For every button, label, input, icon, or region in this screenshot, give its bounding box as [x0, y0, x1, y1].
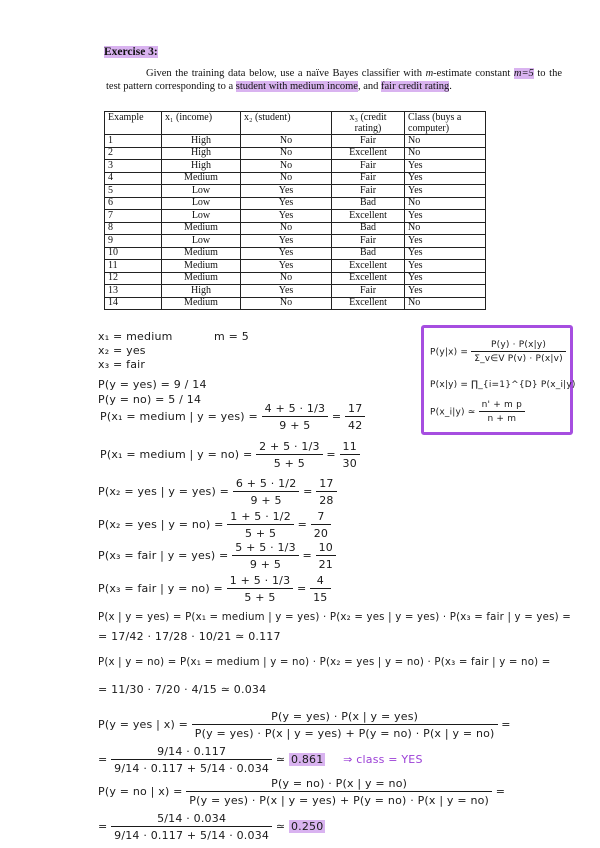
table-row	[105, 147, 486, 160]
eq-x3-no-den: 5 + 5	[244, 591, 276, 604]
eq-post-yes-num: P(y = yes) · P(x | y = yes)	[192, 710, 498, 725]
note-py-no: P(y = no) = 5 / 14	[98, 393, 202, 406]
eq-x3-no-num: 1 + 5 · 1/3	[227, 574, 294, 589]
table-row	[105, 197, 486, 210]
eq-x2-yes-lhs: P(x₂ = yes | y = yes) =	[98, 485, 230, 498]
table-cell: No	[241, 147, 332, 160]
eq-x3-no-den2: 15	[313, 591, 328, 604]
eq-x3-no-lhs: P(x₃ = fair | y = no) =	[98, 582, 223, 595]
eq-post-yes	[98, 710, 511, 740]
eq-x2-yes-frac2	[316, 477, 336, 507]
table-cell: Yes	[405, 260, 486, 273]
table-cell: No	[405, 135, 486, 148]
eq-post-yes-num2: 9/14 · 0.117	[111, 745, 272, 760]
eq-x1-no-frac	[256, 440, 323, 470]
intro-text-4: , and	[357, 80, 382, 92]
formula-m-estimate-frac	[479, 400, 525, 424]
eq-post-yes-pre: =	[98, 753, 108, 766]
table-cell: Yes	[405, 172, 486, 185]
formula-product: P(x|y) = ∏_{i=1}^{D} P(x_i|y)	[430, 380, 576, 390]
eq-pxy-no-line2: = 11/30 · 7/20 · 4/15 ≃ 0.034	[98, 683, 267, 696]
eq-x2-no-den: 5 + 5	[244, 527, 277, 540]
table-cell: Yes	[241, 235, 332, 248]
eq-post-no-approx: ≃	[275, 820, 286, 833]
eq-x3-yes-num2: 10	[316, 541, 336, 556]
posterior-yes-result: 0.861	[290, 753, 324, 766]
table-cell: Bad	[332, 247, 405, 260]
table-cell: Excellent	[332, 272, 405, 285]
eq-post-no-num2: 5/14 · 0.034	[111, 812, 272, 827]
table-cell: Medium	[162, 222, 241, 235]
eq-post-no-equals: =	[495, 785, 506, 798]
eq-post-yes-lhs: P(y = yes | x) =	[98, 718, 189, 731]
header-income: x₁ (income)	[162, 112, 241, 135]
table-cell: 3	[105, 160, 162, 173]
table-cell: 1	[105, 135, 162, 148]
exercise-title-text: Exercise 3:	[104, 46, 158, 58]
eq-x2-no: P(x₂ = yes | y = no) = $\frac{1 + 5 \cdot 1/2}{5 + 5}$ = $\frac{7}{20}$	[98, 510, 331, 540]
table-cell: No	[405, 147, 486, 160]
eq-x2-no-lhs: P(x₂ = yes | y = no) =	[98, 518, 224, 531]
table-cell: Medium	[162, 172, 241, 185]
intro-m-value: m=5	[513, 68, 534, 79]
eq-x3-no-frac2	[310, 574, 330, 604]
eq-x1-yes-den: 9 + 5	[279, 419, 311, 432]
note-x1: x₁ = medium	[98, 330, 173, 343]
header-student: x₂ (student)	[241, 112, 332, 135]
training-data-table	[104, 111, 486, 310]
table-cell: 7	[105, 210, 162, 223]
table-cell: Fair	[332, 185, 405, 198]
table-header-row	[105, 112, 486, 135]
eq-x2-no-num: 1 + 5 · 1/2	[227, 510, 294, 525]
table-cell: High	[162, 285, 241, 298]
table-cell: 13	[105, 285, 162, 298]
eq-x2-yes-den: 9 + 5	[250, 494, 282, 507]
eq-post-no-frac2	[111, 812, 272, 842]
table-cell: Yes	[241, 285, 332, 298]
eq-x1-yes: P(x₁ = medium | y = yes) = $\frac{4 + 5 \cdot 1/3}{9 + 5}$ = $\frac{17}{42}$	[100, 402, 365, 432]
eq-x1-yes-num2: 17	[345, 402, 365, 417]
formula-bayes-lhs: P(y|x) =	[430, 347, 469, 358]
eq-post-yes-num-value	[98, 745, 423, 775]
table-cell: Yes	[241, 247, 332, 260]
eq-pxy-yes-line2: = 17/42 · 17/28 · 10/21 ≃ 0.117	[98, 630, 281, 643]
eq-x1-yes-lhs: P(x₁ = medium | y = yes) =	[100, 410, 258, 423]
table-cell: 6	[105, 197, 162, 210]
formula-m-estimate	[430, 400, 525, 424]
table-cell: No	[241, 222, 332, 235]
eq-x3-yes: P(x₃ = fair | y = yes) = $\frac{5 + 5 \cdot 1/3}{9 + 5}$ = $\frac{10}{21}$	[98, 541, 336, 571]
table-cell: 14	[105, 297, 162, 310]
table-cell: No	[241, 297, 332, 310]
table-row	[105, 135, 486, 148]
eq-post-no	[98, 777, 505, 807]
eq-x3-no: P(x₃ = fair | y = no) = $\frac{1 + 5 \cdot 1/3}{5 + 5}$ = $\frac{4}{15}$	[98, 574, 331, 604]
eq-post-no-den2: 9/14 · 0.117 + 5/14 · 0.034	[114, 829, 270, 842]
eq-x3-no-num2: 4	[310, 574, 330, 589]
formula-bayes-num: P(y) · P(x|y)	[471, 340, 566, 352]
intro-highlight-1: student with medium income	[235, 80, 358, 92]
table-cell: Yes	[405, 247, 486, 260]
eq-x1-no: P(x₁ = medium | y = no) = $\frac{2 + 5 \cdot 1/3}{5 + 5}$ = $\frac{11}{30}$	[100, 440, 360, 470]
eq-x1-yes-num: 4 + 5 · 1/3	[262, 402, 329, 417]
table-cell: Low	[162, 235, 241, 248]
eq-x2-no-frac2	[311, 510, 331, 540]
table-cell: No	[241, 272, 332, 285]
eq-x2-no-frac	[227, 510, 294, 540]
note-x2: x₂ = yes	[98, 344, 146, 357]
table-cell: 2	[105, 147, 162, 160]
eq-x2-no-num2: 7	[311, 510, 331, 525]
table-cell: Fair	[332, 135, 405, 148]
eq-x1-no-lhs: P(x₁ = medium | y = no) =	[100, 448, 253, 461]
eq-x2-yes-den2: 28	[319, 494, 334, 507]
table-cell: 11	[105, 260, 162, 273]
table-cell: Yes	[405, 285, 486, 298]
eq-post-yes-frac	[192, 710, 498, 740]
class-result: ⇒ class = YES	[343, 753, 423, 766]
table-cell: Yes	[241, 197, 332, 210]
eq-x3-yes-den: 9 + 5	[249, 558, 282, 571]
table-body	[105, 135, 486, 310]
eq-pxy-no-line1: P(x | y = no) = P(x₁ = medium | y = no) · P(x₂ = yes | y = no) · P(x₃ = fair | y = no) =	[98, 657, 551, 668]
table-cell: Fair	[332, 285, 405, 298]
table-row	[105, 222, 486, 235]
intro-m: m	[425, 68, 434, 79]
formula-m-estimate-lhs: P(x_i|y) ≃	[430, 407, 476, 418]
header-example: Example	[105, 112, 162, 135]
table-cell: Yes	[405, 272, 486, 285]
table-cell: 12	[105, 272, 162, 285]
table-row	[105, 297, 486, 310]
table-row	[105, 210, 486, 223]
eq-post-no-lhs: P(y = no | x) =	[98, 785, 183, 798]
intro-text-1: Given the training data below, use a naïve Bayes classifier with	[146, 68, 426, 79]
table-row	[105, 272, 486, 285]
intro-highlight-2: fair credit rating	[381, 80, 450, 92]
table-cell: 9	[105, 235, 162, 248]
table-cell: Yes	[405, 185, 486, 198]
table-cell: Yes	[405, 235, 486, 248]
table-cell: Yes	[405, 210, 486, 223]
table-cell: Excellent	[332, 147, 405, 160]
table-row	[105, 172, 486, 185]
table-cell: Fair	[332, 172, 405, 185]
table-cell: High	[162, 135, 241, 148]
table-cell: Medium	[162, 247, 241, 260]
eq-x1-no-frac2	[340, 440, 360, 470]
table-cell: High	[162, 147, 241, 160]
table-cell: Fair	[332, 235, 405, 248]
eq-post-no-num-value	[98, 812, 325, 842]
table-cell: Low	[162, 197, 241, 210]
table-cell: Bad	[332, 222, 405, 235]
formula-bayes-frac	[471, 340, 566, 364]
eq-x1-no-num2: 11	[340, 440, 360, 455]
table-cell: Yes	[241, 185, 332, 198]
exercise-intro	[106, 68, 562, 93]
table-cell: No	[241, 160, 332, 173]
table-cell: 8	[105, 222, 162, 235]
eq-x2-yes-num: 6 + 5 · 1/2	[233, 477, 300, 492]
table-cell: 10	[105, 247, 162, 260]
formula-box	[421, 325, 576, 435]
table-row	[105, 247, 486, 260]
table-cell: 5	[105, 185, 162, 198]
eq-post-no-num: P(y = no) · P(x | y = no)	[186, 777, 492, 792]
intro-text-5: .	[449, 80, 452, 92]
eq-x2-yes: P(x₂ = yes | y = yes) = $\frac{6 + 5 \cdot 1/2}{9 + 5}$ = $\frac{17}{28}$	[98, 477, 337, 507]
table-cell: Medium	[162, 297, 241, 310]
eq-post-no-pre: =	[98, 820, 108, 833]
note-x3: x₃ = fair	[98, 358, 146, 371]
table-cell: No	[241, 172, 332, 185]
eq-x1-no-den: 5 + 5	[273, 457, 305, 470]
eq-post-yes-approx: ≃	[275, 753, 286, 766]
eq-x1-no-num: 2 + 5 · 1/3	[256, 440, 323, 455]
table-cell: Bad	[332, 197, 405, 210]
posterior-no-result: 0.250	[290, 820, 324, 833]
eq-x1-yes-frac	[262, 402, 329, 432]
table-cell: No	[241, 135, 332, 148]
eq-x2-no-den2: 20	[313, 527, 329, 540]
note-py-yes: P(y = yes) = 9 / 14	[98, 378, 207, 391]
eq-x1-yes-den2: 42	[348, 419, 363, 432]
intro-text-3: to the test pattern corresponding to a	[106, 68, 562, 92]
table-cell: Excellent	[332, 210, 405, 223]
eq-x2-yes-frac	[233, 477, 300, 507]
formula-bayes	[430, 340, 566, 364]
table-row	[105, 260, 486, 273]
table-cell: No	[405, 197, 486, 210]
table-cell: Medium	[162, 272, 241, 285]
exercise-title	[104, 46, 158, 58]
eq-x3-yes-den2: 21	[318, 558, 334, 571]
table-row	[105, 285, 486, 298]
exercise-sheet	[0, 0, 600, 312]
formula-bayes-den: Σ_v∈V P(v) · P(x|v)	[474, 354, 563, 364]
eq-post-yes-equals: =	[501, 718, 511, 731]
table-cell: Yes	[405, 160, 486, 173]
eq-x1-yes-frac2	[345, 402, 365, 432]
eq-x3-yes-num: 5 + 5 · 1/3	[232, 541, 299, 556]
table-cell: Yes	[241, 260, 332, 273]
formula-m-estimate-num: n' + m p	[479, 400, 525, 412]
eq-x3-yes-lhs: P(x₃ = fair | y = yes) =	[98, 549, 229, 562]
table-cell: 4	[105, 172, 162, 185]
eq-pxy-yes-line1: P(x | y = yes) = P(x₁ = medium | y = yes) · P(x₂ = yes | y = yes) · P(x₃ = fair | y = yes) =	[98, 612, 571, 623]
eq-post-no-den: P(y = yes) · P(x | y = yes) + P(y = no) · P(x | y = no)	[189, 794, 490, 807]
eq-post-yes-den2: 9/14 · 0.117 + 5/14 · 0.034	[114, 762, 270, 775]
table-cell: No	[405, 297, 486, 310]
table-cell: Fair	[332, 160, 405, 173]
table-row	[105, 185, 486, 198]
eq-x2-yes-num2: 17	[316, 477, 336, 492]
formula-m-estimate-den: n + m	[487, 414, 517, 424]
table-cell: Low	[162, 210, 241, 223]
header-class: Class (buys a computer)	[405, 112, 486, 135]
table-cell: No	[405, 222, 486, 235]
intro-text-2: -estimate constant	[433, 68, 514, 79]
eq-post-yes-frac2	[111, 745, 272, 775]
table-cell: Excellent	[332, 297, 405, 310]
table-cell: Medium	[162, 260, 241, 273]
eq-x3-yes-frac2	[316, 541, 336, 571]
table-cell: Low	[162, 185, 241, 198]
eq-x3-yes-frac	[232, 541, 299, 571]
header-credit: x₃ (credit rating)	[332, 112, 405, 135]
table-row	[105, 160, 486, 173]
eq-x3-no-frac	[227, 574, 294, 604]
note-m: m = 5	[214, 330, 249, 343]
eq-x1-no-den2: 30	[342, 457, 357, 470]
table-row	[105, 235, 486, 248]
table-cell: Yes	[241, 210, 332, 223]
eq-post-yes-den: P(y = yes) · P(x | y = yes) + P(y = no) · P(x | y = no)	[194, 727, 495, 740]
table-cell: Excellent	[332, 260, 405, 273]
table-cell: High	[162, 160, 241, 173]
eq-post-no-frac	[186, 777, 492, 807]
